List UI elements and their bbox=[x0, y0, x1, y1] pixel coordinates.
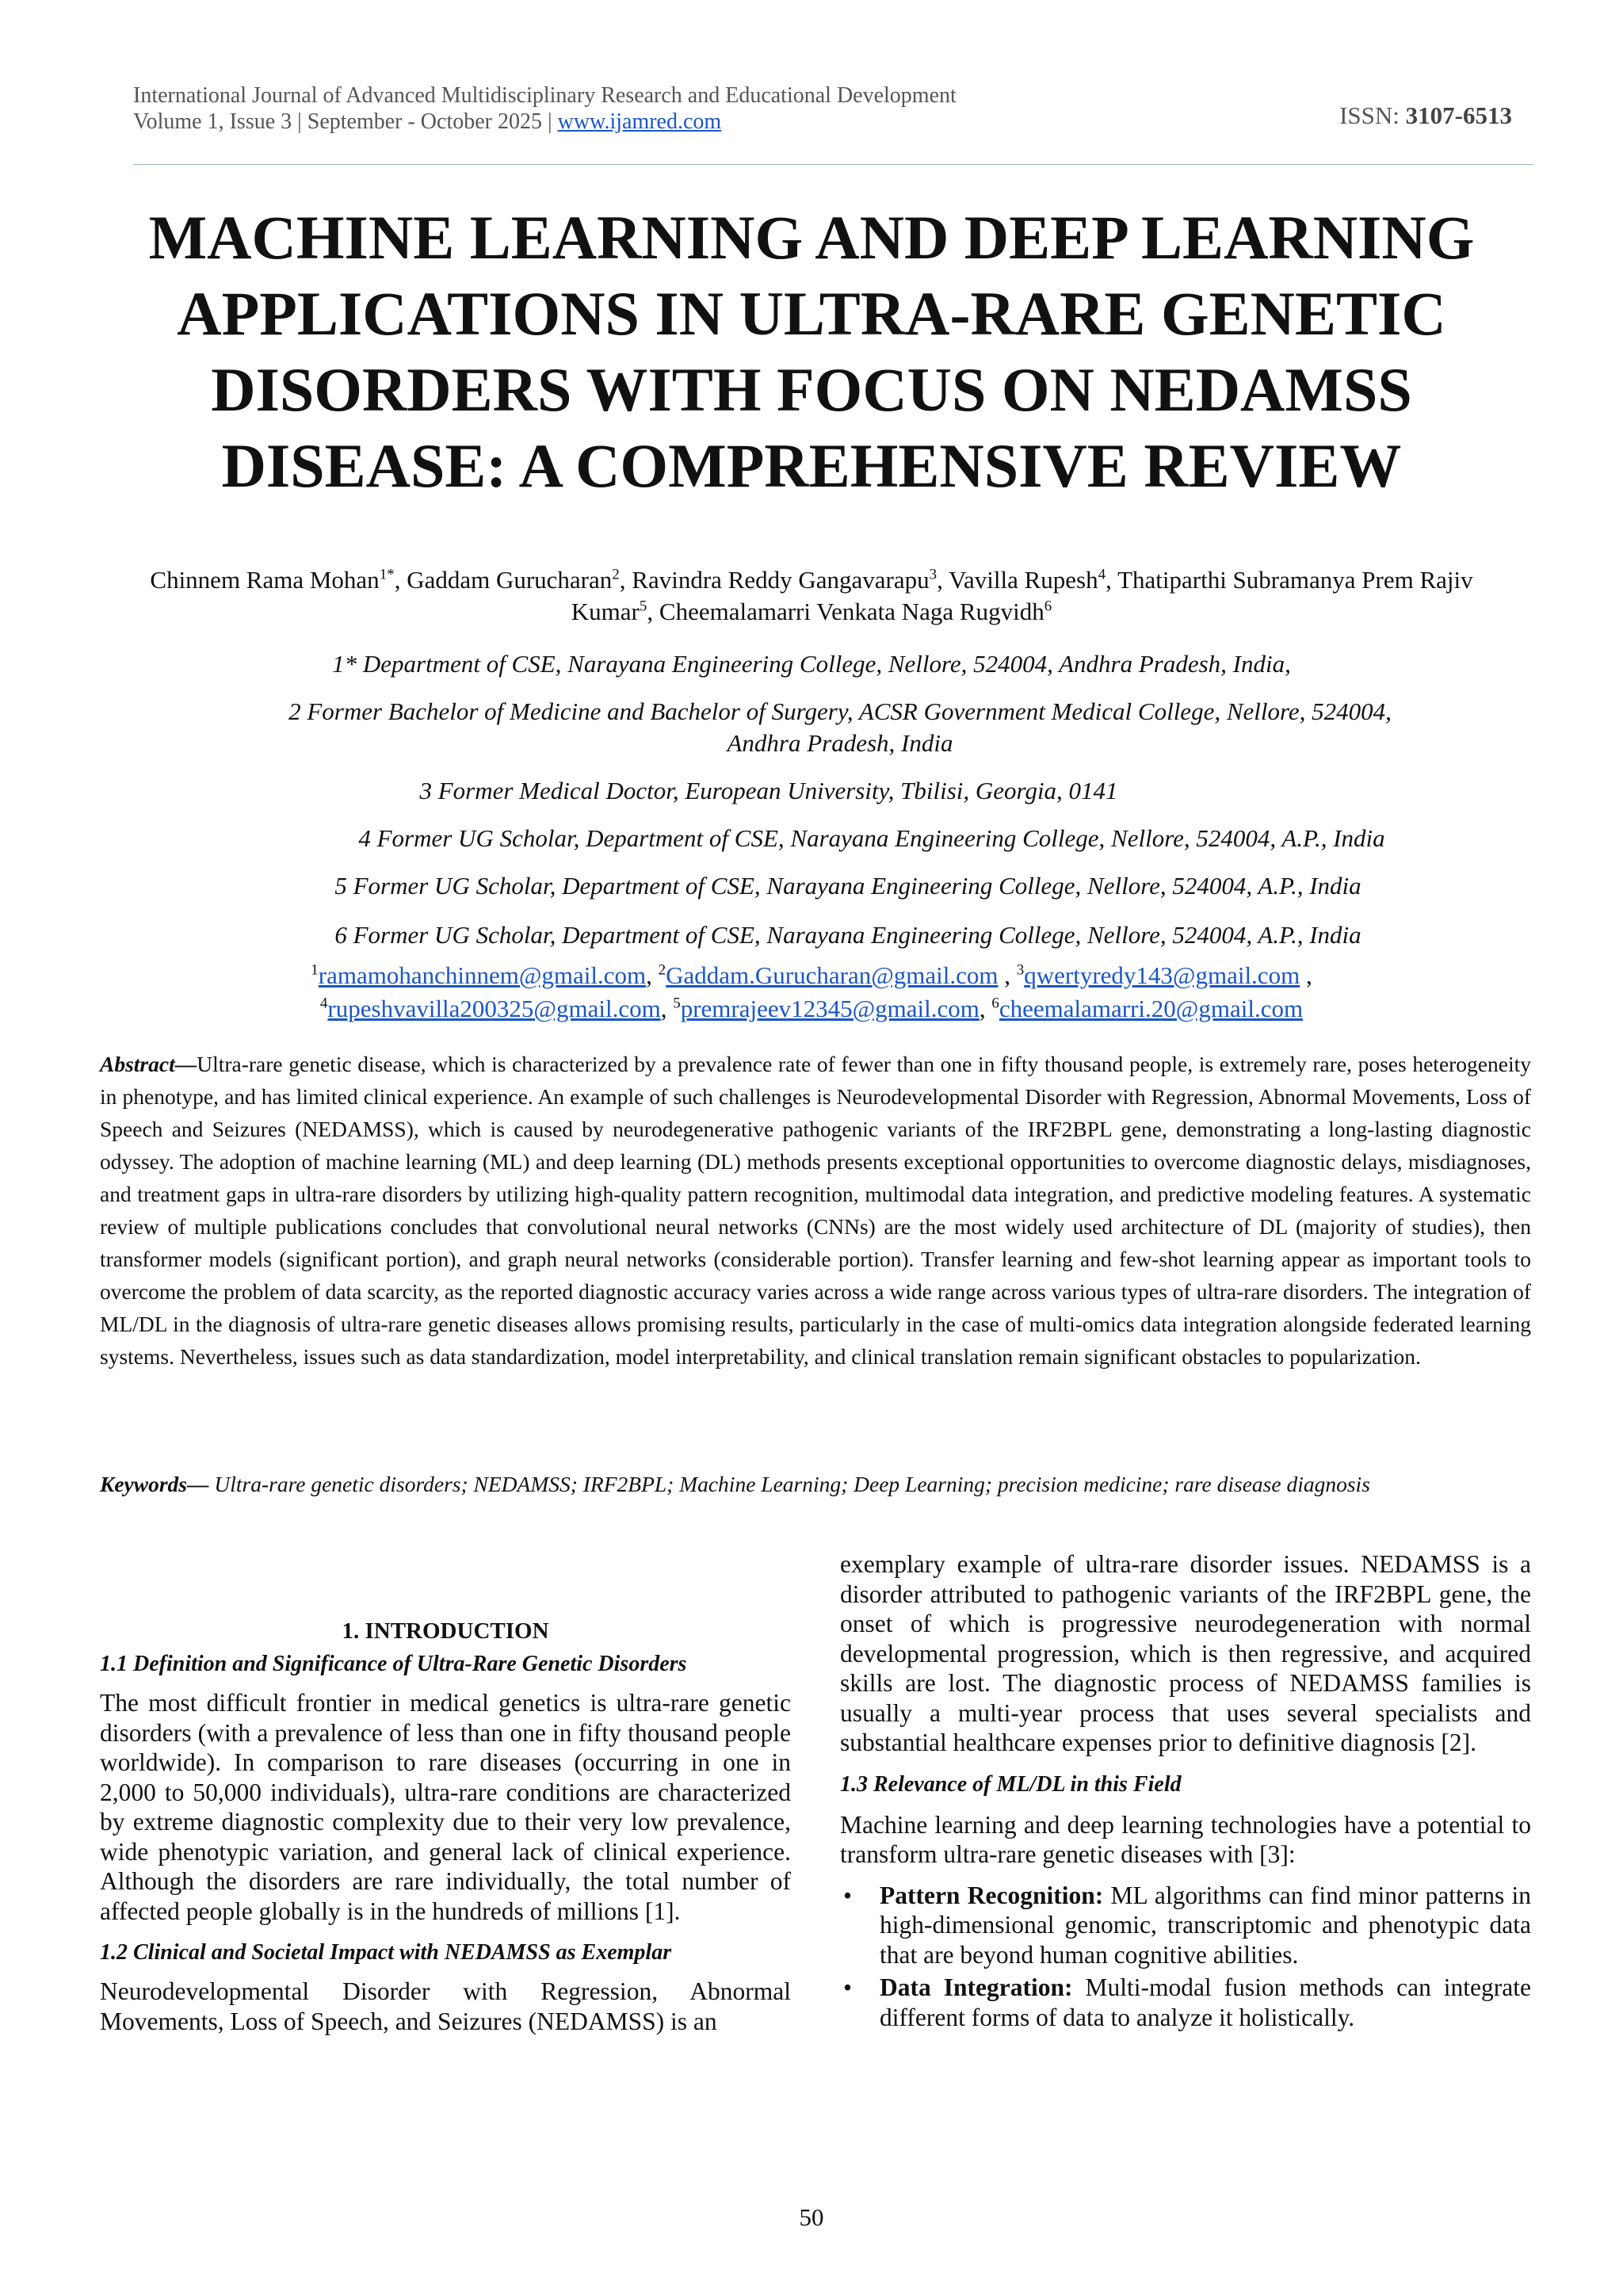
keywords bbox=[100, 1468, 1531, 1500]
author-affiliation-marker: 3 bbox=[929, 566, 938, 583]
abstract bbox=[100, 1048, 1531, 1373]
email-link[interactable]: Gaddam.Gurucharan@gmail.com bbox=[666, 961, 999, 989]
bullet-term: Data Integration: bbox=[880, 1973, 1073, 2001]
author-affiliation-marker: 5 bbox=[639, 598, 647, 615]
email-separator: , bbox=[1300, 961, 1312, 989]
email-link[interactable]: rupeshvavilla200325@gmail.com bbox=[327, 995, 661, 1022]
author-name: Cheemalamarri Venkata Naga Rugvidh bbox=[659, 598, 1044, 625]
email-separator: , bbox=[979, 995, 992, 1022]
issn-label: ISSN: bbox=[1339, 101, 1400, 129]
issn-value: 3107-6513 bbox=[1405, 101, 1512, 129]
author-name: Thatiparthi Subramanya Prem Rajiv Kumar bbox=[571, 566, 1473, 625]
email-link[interactable]: premrajeev12345@gmail.com bbox=[680, 995, 980, 1022]
paper-title bbox=[87, 200, 1536, 504]
issue-info: Volume 1, Issue 3 | September - October 2025 | bbox=[133, 109, 552, 134]
author-affiliation-marker: 4 bbox=[1098, 566, 1106, 583]
affiliation-1: 1* Department of CSE, Narayana Engineering College, Nellore, 524004, Andhra Pradesh, India, bbox=[332, 650, 1291, 678]
author-name: Ravindra Reddy Gangavarapu bbox=[632, 566, 930, 594]
bullet-text: Multi-modal fusion methods can integrate different forms of data to analyze it holistically. bbox=[880, 1973, 1531, 2031]
subsection-heading-1-3: 1.3 Relevance of ML/DL in this Field bbox=[840, 1771, 1182, 1797]
journal-header bbox=[133, 82, 957, 135]
paragraph-1-2: Neurodevelopmental Disorder with Regression, Abnormal Movements, Loss of Speech, and Seizures (NEDAMSS) is an bbox=[100, 1977, 791, 2035]
subsection-heading-1-1: 1.1 Definition and Significance of Ultra-Rare Genetic Disorders bbox=[100, 1652, 687, 1676]
paragraph-1-1: The most difficult frontier in medical genetics is ultra-rare genetic disorders (with a prevalence of less than one in fifty thousand people worldwide). In comparison to rare diseases (occurring in one in 2,000 to 50,000 individuals), ultra-rare conditions are characterized by extreme diagnostic complexity due to their very low prevalence, wide phenotypic variation, and general lack of clinical experience. Although the disorders are rare individually, the total number of affected people globally is in the hundreds of millions [1]. bbox=[100, 1689, 791, 1925]
affiliation-6: 6 Former UG Scholar, Department of CSE, Narayana Engineering College, Nellore, 524004, A.P., India bbox=[334, 921, 1361, 949]
abstract-text: Ultra-rare genetic disease, which is characterized by a prevalence rate of fewer than one in fifty thousand people, is extremely rare, poses heterogeneity in phenotype, and has limited clinical experience. An example of such challenges is Neurodevelopmental Disorder with Regression, Abnormal Movements, Loss of Speech and Seizures (NEDAMSS), which is caused by neurodegenerative pathogenic variants of the IRF2BPL gene, demonstrating a long-lasting diagnostic odyssey. The adoption of machine learning (ML) and deep learning (DL) methods presents exceptional opportunities to overcome diagnostic delays, misdiagnoses, and treatment gaps in ultra-rare disorders by utilizing high-quality pattern recognition, multimodal data integration, and predictive modeling features. A systematic review of multiple publications concludes that convolutional neural networks (CNNs) are the most widely used architecture of DL (majority of studies), then transformer models (significant portion), and graph neural networks (considerable portion). Transfer learning and few-shot learning appear as important tools to overcome the problem of data scarcity, as the reported diagnostic accuracy varies across a wide range across various types of ultra-rare disorders. The integration of ML/DL in the diagnosis of ultra-rare genetic diseases allows promising results, particularly in the case of multi-omics data integration alongside federated learning systems. Nevertheless, issues such as data standardization, model interpretability, and clinical translation remain significant obstacles to popularization. bbox=[100, 1052, 1531, 1369]
journal-name: International Journal of Advanced Multidisciplinary Research and Educational Development bbox=[133, 83, 957, 108]
issue-line bbox=[133, 109, 957, 135]
paragraph-1-3: Machine learning and deep learning technologies have a potential to transform ultra-rare genetic diseases with [3]: bbox=[840, 1810, 1531, 1868]
abstract-label: Abstract— bbox=[100, 1052, 197, 1076]
bullet-list bbox=[840, 1881, 1531, 2033]
bullet-text: ML algorithms can find minor patterns in high-dimensional genomic, transcriptomic and phenotypic data that are beyond human cognitive abilities. bbox=[880, 1881, 1532, 1969]
email-separator: , bbox=[998, 961, 1017, 989]
email-list bbox=[119, 959, 1504, 1026]
title-line: DISORDERS WITH FOCUS ON NEDAMSS bbox=[211, 355, 1412, 424]
author-separator: , bbox=[647, 598, 659, 625]
list-item bbox=[840, 1881, 1531, 1970]
list-item bbox=[840, 1973, 1531, 2032]
title-line: APPLICATIONS IN ULTRA-RARE GENETIC bbox=[177, 279, 1446, 348]
author-affiliation-marker: 2 bbox=[612, 566, 620, 583]
title-line: MACHINE LEARNING AND DEEP LEARNING bbox=[148, 203, 1475, 272]
email-marker: 6 bbox=[991, 995, 999, 1012]
email-marker: 1 bbox=[311, 961, 319, 979]
title-line: DISEASE: A COMPREHENSIVE REVIEW bbox=[221, 431, 1402, 500]
affiliation-4: 4 Former UG Scholar, Department of CSE, Narayana Engineering College, Nellore, 524004, A.P., India bbox=[358, 824, 1385, 852]
journal-website-link[interactable]: www.ijamred.com bbox=[557, 109, 722, 134]
email-marker: 5 bbox=[673, 995, 681, 1012]
paragraph-1-2-continued: exemplary example of ultra-rare disorder issues. NEDAMSS is a disorder attributed to pathogenic variants of the IRF2BPL gene, the onset of which is progressive neurodegeneration with normal developmental progression, which is then regressive, and acquired skills are lost. The diagnostic process of NEDAMSS families is usually a multi-year process that uses several specialists and substantial healthcare expenses prior to definitive diagnosis [2]. bbox=[840, 1550, 1531, 1756]
page-number: 50 bbox=[799, 2203, 824, 2231]
author-list bbox=[119, 564, 1504, 628]
keywords-text: Ultra-rare genetic disorders; NEDAMSS; IRF2BPL; Machine Learning; Deep Learning; precision medicine; rare disease diagnosis bbox=[208, 1472, 1370, 1496]
left-column bbox=[100, 1615, 791, 2036]
email-marker: 2 bbox=[658, 961, 666, 979]
affiliation-2: 2 Former Bachelor of Medicine and Bachelor of Surgery, ACSR Government Medical College, Nellore, 524004, Andhra Pradesh, India bbox=[288, 697, 1392, 757]
keywords-label: Keywords— bbox=[100, 1472, 209, 1496]
email-link[interactable]: qwertyredy143@gmail.com bbox=[1024, 961, 1300, 989]
right-column bbox=[840, 1549, 1531, 2032]
author-name: Vavilla Rupesh bbox=[949, 566, 1098, 594]
author-separator: , bbox=[619, 566, 632, 594]
affiliation-3: 3 Former Medical Doctor, European University, Tbilisi, Georgia, 0141 bbox=[419, 777, 1118, 804]
email-marker: 4 bbox=[319, 995, 328, 1012]
email-marker: 3 bbox=[1016, 961, 1025, 979]
author-name: Chinnem Rama Mohan bbox=[150, 566, 380, 594]
email-separator: , bbox=[660, 995, 674, 1022]
email-link[interactable]: cheemalamarri.20@gmail.com bbox=[999, 995, 1304, 1022]
bullet-icon: • bbox=[843, 1973, 853, 2001]
author-affiliation-marker: 6 bbox=[1044, 598, 1052, 615]
bullet-term: Pattern Recognition: bbox=[880, 1881, 1104, 1909]
affiliation-5: 5 Former UG Scholar, Department of CSE, Narayana Engineering College, Nellore, 524004, A.P., India bbox=[334, 872, 1361, 900]
header-divider bbox=[133, 164, 1534, 165]
author-name: Gaddam Gurucharan bbox=[407, 566, 613, 594]
subsection-heading-1-2: 1.2 Clinical and Societal Impact with NEDAMSS as Exemplar bbox=[100, 1940, 672, 1965]
author-separator: , bbox=[1106, 566, 1118, 594]
email-link[interactable]: ramamohanchinnem@gmail.com bbox=[318, 961, 647, 989]
author-affiliation-marker: 1* bbox=[379, 566, 395, 583]
bullet-icon: • bbox=[843, 1881, 853, 1909]
author-separator: , bbox=[937, 566, 949, 594]
email-separator: , bbox=[646, 961, 659, 989]
issn bbox=[1339, 101, 1512, 130]
section-heading-introduction: 1. INTRODUCTION bbox=[342, 1618, 549, 1644]
author-separator: , bbox=[394, 566, 407, 594]
